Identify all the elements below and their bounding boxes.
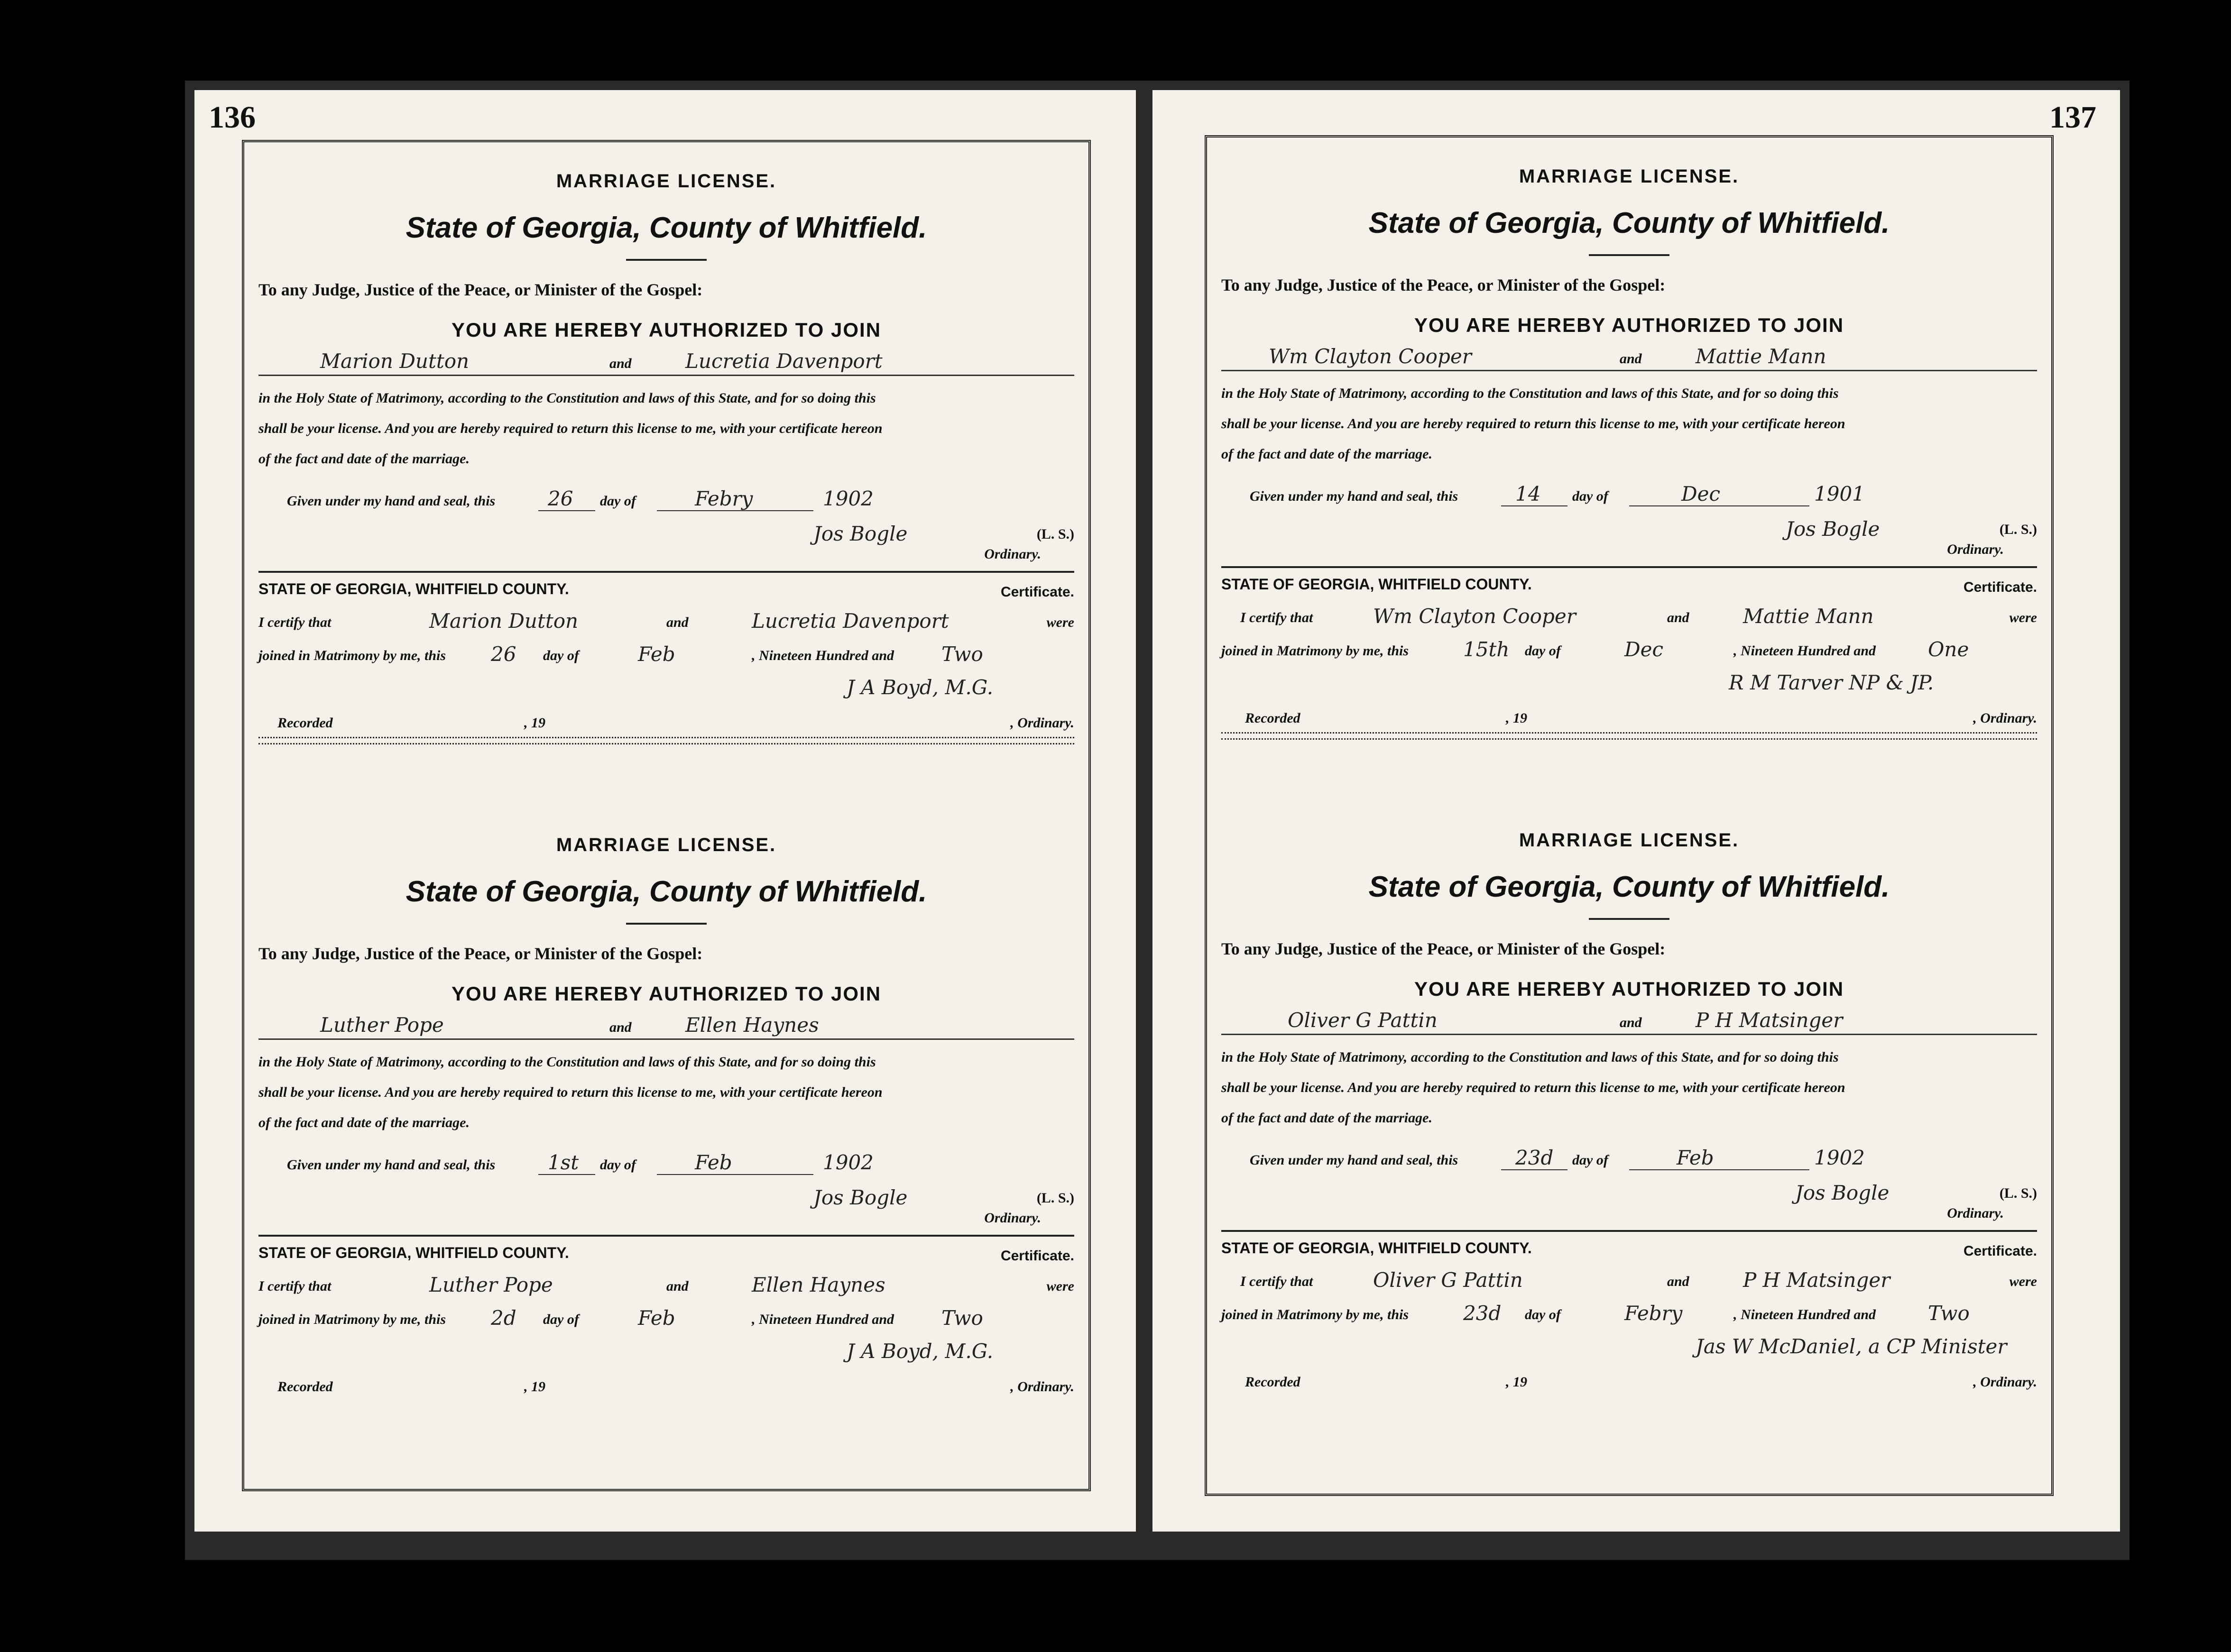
officiant-line — [1221, 1327, 2037, 1360]
given-line — [1221, 1145, 2037, 1171]
recorded-year-label: , 19 — [524, 1379, 545, 1395]
marriage-license — [1221, 820, 2037, 1475]
ordinary-label: Ordinary. — [1947, 541, 2004, 557]
license-text-line: in the Holy State of Matrimony, according to the Constitution and laws of this State, and for so doing this — [258, 390, 876, 406]
ordinary-label: Ordinary. — [1947, 1205, 2004, 1221]
groom-name: Oliver G Pattin — [1288, 1009, 1438, 1032]
joined-line — [258, 1298, 1074, 1331]
joined-year: Two — [941, 1306, 983, 1330]
cert-bride-name: P H Matsinger — [1743, 1268, 1890, 1292]
joined-prefix: joined in Matrimony by me, this — [258, 648, 446, 663]
certificate-label: Certificate. — [1000, 584, 1074, 600]
marriage-license — [1221, 156, 2037, 806]
and-label: and — [609, 356, 632, 371]
given-prefix: Given under my hand and seal, this — [1250, 488, 1458, 504]
address-line: To any Judge, Justice of the Peace, or Minister of the Gospel: — [1221, 939, 1666, 958]
joined-line — [1221, 1294, 2037, 1327]
signature: Jos Bogle — [1795, 1181, 1890, 1204]
and-label: and — [1667, 1274, 1689, 1289]
officiant-line — [258, 668, 1074, 701]
certificate-state: STATE OF GEORGIA, WHITFIELD COUNTY. — [258, 1244, 569, 1261]
certificate-label: Certificate. — [1000, 1248, 1074, 1264]
officiant-signature: J A Boyd, M.G. — [847, 1340, 994, 1363]
state-county-title: State of Georgia, County of Whitfield. — [1368, 871, 1890, 903]
and-label: and — [1620, 351, 1642, 367]
joined-month: Feb — [638, 642, 675, 666]
joined-year: Two — [1928, 1302, 1970, 1325]
cert-bride-name: Mattie Mann — [1743, 605, 1874, 628]
divider — [626, 923, 707, 925]
blank-line — [657, 510, 813, 511]
divider — [1589, 918, 1669, 920]
marriage-license — [258, 161, 1074, 811]
joined-year: One — [1928, 638, 1969, 661]
license-text — [1221, 385, 2037, 462]
given-year: 1902 — [823, 487, 874, 510]
authorization-line: YOU ARE HEREBY AUTHORIZED TO JOIN — [1414, 978, 1844, 1000]
certify-line — [258, 1265, 1074, 1298]
given-prefix: Given under my hand and seal, this — [287, 493, 496, 509]
signature-row — [1221, 1181, 2037, 1219]
authorization-line: YOU ARE HEREBY AUTHORIZED TO JOIN — [451, 982, 882, 1005]
names-line — [258, 1010, 1074, 1040]
officiant-line — [1221, 663, 2037, 696]
cert-bride-name: Lucretia Davenport — [752, 609, 949, 633]
certify-prefix: I certify that — [1240, 1274, 1313, 1289]
right-page — [1152, 90, 2120, 1532]
officiant-signature: R M Tarver NP & JP. — [1729, 671, 1934, 694]
license-text-line: of the fact and date of the marriage. — [258, 1115, 470, 1130]
recorded-year-label: , 19 — [1506, 710, 1527, 726]
joined-day: 15th — [1463, 638, 1510, 661]
license-heading: MARRIAGE LICENSE. — [556, 835, 777, 855]
certify-line — [1221, 1260, 2037, 1294]
divider — [258, 1235, 1074, 1237]
day-of-label: day of — [1525, 1307, 1561, 1322]
day-of-label: day of — [600, 1157, 636, 1173]
page-number: 137 — [2049, 100, 2096, 135]
recorded-label: Recorded — [1245, 1374, 1300, 1390]
ledger-book — [185, 81, 2130, 1560]
certificate-label: Certificate. — [1963, 579, 2037, 595]
blank-line — [1629, 505, 1809, 506]
day-of-label: day of — [1572, 1152, 1608, 1168]
blank-line — [1501, 505, 1567, 506]
certify-line — [1221, 597, 2037, 630]
blank-line — [538, 510, 595, 511]
given-year: 1902 — [823, 1151, 874, 1174]
joined-line — [1221, 630, 2037, 663]
bride-name: Mattie Mann — [1696, 345, 1826, 368]
signature-row — [1221, 517, 2037, 555]
license-text-line: shall be your license. And you are hereby required to return this license to me, with your certificate hereon — [1221, 416, 1845, 431]
given-day: 14 — [1515, 482, 1541, 505]
license-text-line: shall be your license. And you are hereby required to return this license to me, with your certificate hereon — [1221, 1080, 1845, 1095]
recorded-line — [258, 1369, 1074, 1398]
were-label: were — [1046, 615, 1074, 630]
day-of-label: day of — [600, 493, 636, 509]
authorization-line: YOU ARE HEREBY AUTHORIZED TO JOIN — [1414, 314, 1844, 336]
recorded-ordinary-label: , Ordinary. — [1010, 1379, 1074, 1395]
signature: Jos Bogle — [813, 1186, 908, 1209]
certify-prefix: I certify that — [258, 1278, 332, 1294]
names-line — [1221, 341, 2037, 371]
certificate-state: STATE OF GEORGIA, WHITFIELD COUNTY. — [1221, 576, 1532, 593]
certificate-header — [1221, 573, 2037, 597]
blank-line — [657, 1174, 813, 1175]
address-line: To any Judge, Justice of the Peace, or Minister of the Gospel: — [258, 280, 703, 299]
joined-line — [258, 634, 1074, 668]
recorded-year-label: , 19 — [1506, 1374, 1527, 1390]
state-county-title: State of Georgia, County of Whitfield. — [1368, 207, 1890, 239]
blank-line — [538, 1174, 595, 1175]
nineteen-label: , Nineteen Hundred and — [1733, 643, 1876, 659]
ordinary-label: Ordinary. — [984, 546, 1041, 562]
certificate-header — [1221, 1237, 2037, 1260]
license-text — [258, 390, 1074, 467]
joined-month: Feb — [638, 1306, 675, 1330]
officiant-signature: J A Boyd, M.G. — [847, 676, 994, 699]
given-year: 1901 — [1814, 482, 1865, 505]
were-label: were — [1046, 1278, 1074, 1294]
nineteen-label: , Nineteen Hundred and — [752, 1312, 894, 1327]
signature: Jos Bogle — [813, 522, 908, 545]
license-text-line: of the fact and date of the marriage. — [1221, 1110, 1432, 1126]
groom-name: Marion Dutton — [320, 349, 470, 373]
recorded-label: Recorded — [277, 1379, 333, 1395]
seal-label: (L. S.) — [1036, 1190, 1074, 1206]
section-divider — [1221, 732, 2037, 740]
and-label: and — [1667, 610, 1689, 625]
page-frame — [1205, 135, 2054, 1496]
certify-prefix: I certify that — [1240, 610, 1313, 625]
bride-name: Lucretia Davenport — [685, 349, 883, 373]
joined-prefix: joined in Matrimony by me, this — [258, 1312, 446, 1327]
license-heading: MARRIAGE LICENSE. — [1519, 166, 1740, 187]
bride-name: Ellen Haynes — [685, 1013, 819, 1037]
given-year: 1902 — [1814, 1146, 1865, 1169]
officiant-line — [258, 1331, 1074, 1365]
recorded-ordinary-label: , Ordinary. — [1010, 715, 1074, 731]
given-line — [258, 1150, 1074, 1176]
nineteen-label: , Nineteen Hundred and — [752, 648, 894, 663]
groom-name: Luther Pope — [320, 1013, 444, 1037]
given-month: Feb — [1677, 1146, 1714, 1169]
were-label: were — [2009, 610, 2037, 625]
day-of-label: day of — [543, 1312, 579, 1327]
given-month: Febry — [695, 487, 753, 510]
joined-month: Febry — [1624, 1302, 1683, 1325]
section-divider — [258, 737, 1074, 744]
groom-name: Wm Clayton Cooper — [1269, 345, 1472, 368]
address-line: To any Judge, Justice of the Peace, or Minister of the Gospel: — [1221, 275, 1666, 294]
recorded-line — [1221, 701, 2037, 729]
recorded-label: Recorded — [1245, 710, 1300, 726]
joined-year: Two — [941, 642, 983, 666]
and-label: and — [666, 1278, 689, 1294]
nineteen-label: , Nineteen Hundred and — [1733, 1307, 1876, 1322]
officiant-signature: Jas W McDaniel, a CP Minister — [1696, 1335, 2007, 1358]
given-day: 23d — [1515, 1146, 1554, 1169]
recorded-line — [1221, 1365, 2037, 1393]
given-line — [1221, 481, 2037, 507]
signature-row — [258, 522, 1074, 560]
certificate-state: STATE OF GEORGIA, WHITFIELD COUNTY. — [1221, 1239, 1532, 1257]
joined-day: 2d — [491, 1306, 516, 1330]
joined-month: Dec — [1624, 638, 1664, 661]
were-label: were — [2009, 1274, 2037, 1289]
certify-line — [258, 601, 1074, 634]
cert-groom-name: Marion Dutton — [429, 609, 579, 633]
license-text-line: shall be your license. And you are hereby required to return this license to me, with your certificate hereon — [258, 421, 883, 436]
license-heading: MARRIAGE LICENSE. — [556, 171, 777, 192]
page-frame — [242, 140, 1091, 1491]
marriage-license — [258, 825, 1074, 1479]
cert-groom-name: Luther Pope — [429, 1273, 553, 1296]
seal-label: (L. S.) — [1999, 522, 2037, 537]
joined-day: 26 — [491, 642, 516, 666]
certificate-state: STATE OF GEORGIA, WHITFIELD COUNTY. — [258, 580, 569, 597]
day-of-label: day of — [1572, 488, 1608, 504]
divider — [626, 259, 707, 261]
address-line: To any Judge, Justice of the Peace, or Minister of the Gospel: — [258, 944, 703, 963]
certificate-label: Certificate. — [1963, 1243, 2037, 1259]
and-label: and — [1620, 1015, 1642, 1030]
license-text-line: in the Holy State of Matrimony, according to the Constitution and laws of this State, and for so doing this — [258, 1054, 876, 1070]
recorded-line — [258, 706, 1074, 734]
and-label: and — [609, 1019, 632, 1035]
given-prefix: Given under my hand and seal, this — [287, 1157, 496, 1173]
divider — [1589, 254, 1669, 256]
day-of-label: day of — [1525, 643, 1561, 659]
joined-prefix: joined in Matrimony by me, this — [1221, 1307, 1409, 1322]
license-text-line: in the Holy State of Matrimony, according to the Constitution and laws of this State, and for so doing this — [1221, 385, 1839, 401]
recorded-year-label: , 19 — [524, 715, 545, 731]
given-prefix: Given under my hand and seal, this — [1250, 1152, 1458, 1168]
divider — [258, 571, 1074, 573]
page-number: 136 — [209, 100, 256, 135]
recorded-ordinary-label: , Ordinary. — [1973, 710, 2037, 726]
recorded-label: Recorded — [277, 715, 333, 731]
certify-prefix: I certify that — [258, 615, 332, 630]
bride-name: P H Matsinger — [1696, 1009, 1843, 1032]
certificate-header — [258, 578, 1074, 601]
and-label: and — [666, 615, 689, 630]
signature: Jos Bogle — [1786, 517, 1880, 541]
license-text-line: in the Holy State of Matrimony, according to the Constitution and laws of this State, and for so doing this — [1221, 1049, 1839, 1065]
state-county-title: State of Georgia, County of Whitfield. — [406, 875, 927, 908]
recorded-ordinary-label: , Ordinary. — [1973, 1374, 2037, 1390]
names-line — [1221, 1005, 2037, 1035]
cert-bride-name: Ellen Haynes — [752, 1273, 885, 1296]
given-day: 1st — [548, 1151, 579, 1174]
names-line — [258, 346, 1074, 376]
joined-prefix: joined in Matrimony by me, this — [1221, 643, 1409, 659]
seal-label: (L. S.) — [1036, 526, 1074, 542]
license-heading: MARRIAGE LICENSE. — [1519, 830, 1740, 851]
left-page — [194, 90, 1136, 1532]
license-text — [1221, 1049, 2037, 1126]
divider — [1221, 566, 2037, 568]
license-text-line: shall be your license. And you are hereby required to return this license to me, with your certificate hereon — [258, 1084, 883, 1100]
cert-groom-name: Oliver G Pattin — [1373, 1268, 1523, 1292]
license-text-line: of the fact and date of the marriage. — [1221, 446, 1432, 462]
given-month: Feb — [695, 1151, 732, 1174]
given-day: 26 — [548, 487, 573, 510]
state-county-title: State of Georgia, County of Whitfield. — [406, 211, 927, 244]
joined-day: 23d — [1463, 1302, 1502, 1325]
divider — [1221, 1230, 2037, 1232]
given-month: Dec — [1681, 482, 1721, 505]
authorization-line: YOU ARE HEREBY AUTHORIZED TO JOIN — [451, 319, 882, 341]
seal-label: (L. S.) — [1999, 1185, 2037, 1201]
license-text-line: of the fact and date of the marriage. — [258, 451, 470, 467]
given-line — [258, 486, 1074, 512]
signature-row — [258, 1185, 1074, 1226]
blank-line — [1629, 1169, 1809, 1170]
cert-groom-name: Wm Clayton Cooper — [1373, 605, 1576, 628]
certificate-header — [258, 1241, 1074, 1265]
ordinary-label: Ordinary. — [984, 1210, 1041, 1226]
blank-line — [1501, 1169, 1567, 1170]
day-of-label: day of — [543, 648, 579, 663]
license-text — [258, 1054, 1074, 1131]
